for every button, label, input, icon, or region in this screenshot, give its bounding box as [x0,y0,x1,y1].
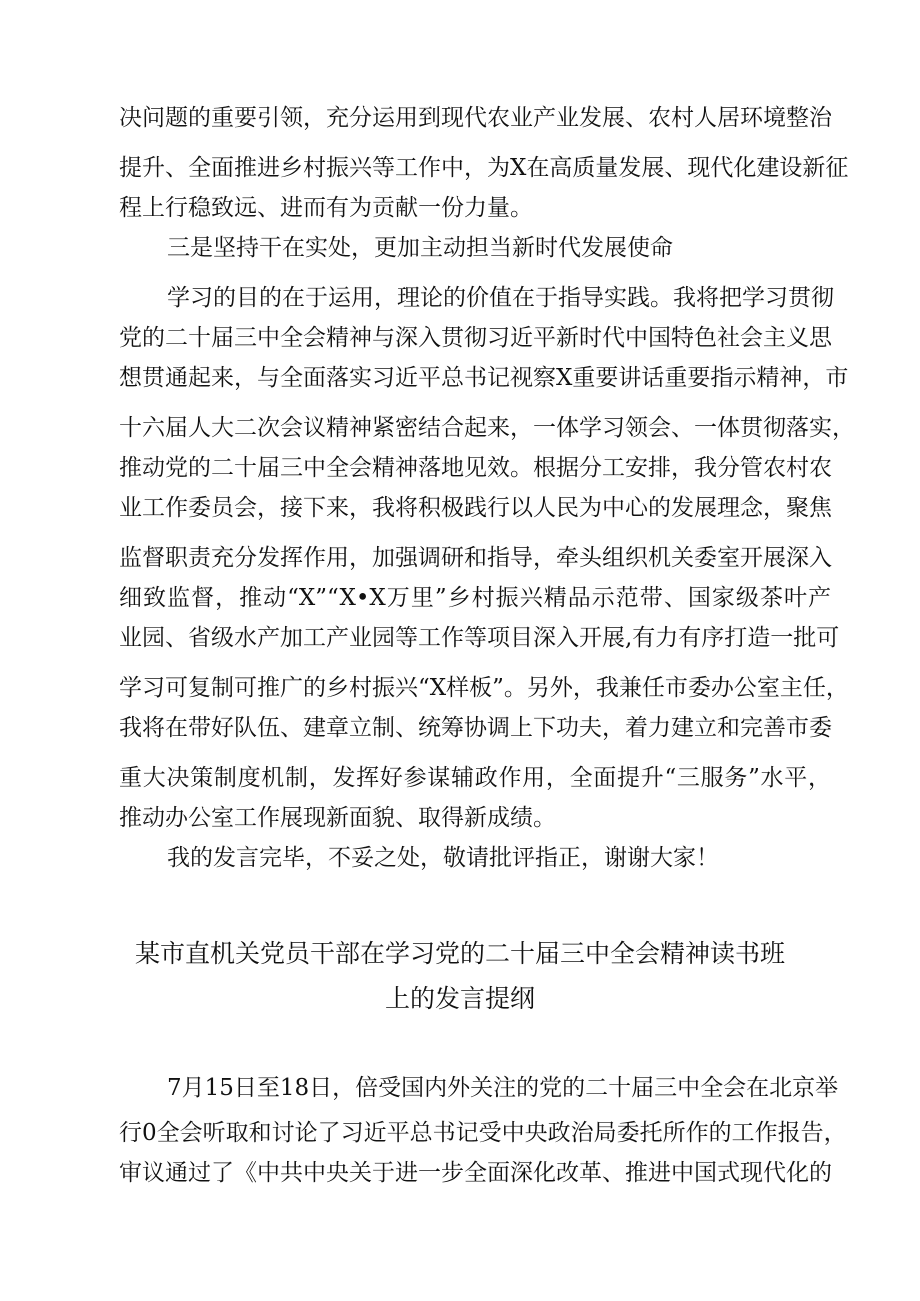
paragraph-line: 我将在带好队伍、建章立制、统筹协调上下功夫，着力建立和完善市委 [119,715,832,741]
paragraph-line: 监督职责充分发挥作用，加强调研和指导，牵头组织机关委室开展深入 [119,545,832,571]
paragraph-line: 程上行稳致远、进而有为贡献一份力量。 [119,195,533,221]
paragraph-line: 行0全会听取和讨论了习近平总书记受中央政治局委托所作的工作报告， [119,1120,847,1146]
paragraph-line: 业工作委员会，接下来，我将积极践行以人民为中心的发展理念，聚焦 [119,495,832,521]
paragraph-line: 决问题的重要引领，充分运用到现代农业产业发展、农村人居环境整治 [119,105,832,131]
paragraph-line: 审议通过了《中共中央关于进一步全面深化改革、推进中国式现代化的 [119,1160,832,1186]
closing-line: 我的发言完毕，不妥之处，敬请批评指正，谢谢大家！ [167,845,719,871]
paragraph-line: 推动办公室工作展现新面貌、取得新成绩。 [119,805,556,831]
paragraph-line: 学习的目的在于运用，理论的价值在于指导实践。我将把学习贯彻 [167,285,834,311]
paragraph-line: 提升、全面推进乡村振兴等工作中，为X在高质量发展、现代化建设新征 [119,155,849,181]
document-title-line-1: 某市直机关党员干部在学习党的二十届三中全会精神读书班 [134,939,785,968]
document-title-line-2: 上的发言提纲 [384,984,535,1013]
paragraph-line: 细致监督，推动“X”“X•X万里”乡村振兴精品示范带、国家级茶叶产 [119,585,831,611]
paragraph-line: 十六届人大二次会议精神紧密结合起来，一体学习领会、一体贯彻落实， [119,415,855,441]
paragraph-line: 想贯通起来，与全面落实习近平总书记视察X重要讲话重要指示精神，市 [119,365,849,391]
section-heading: 三是坚持干在实处，更加主动担当新时代发展使命 [167,235,673,261]
paragraph-line: 学习可复制可推广的乡村振兴“X样板”。另外，我兼任市委办公室主任， [119,675,849,701]
paragraph-line: 党的二十届三中全会精神与深入贯彻习近平新时代中国特色社会主义思 [119,325,832,351]
paragraph-line: 重大决策制度机制，发挥好参谋辅政作用，全面提升“三服务”水平， [119,765,831,791]
paragraph-line: 业园、省级水产加工产业园等工作等项目深入开展,有力有序打造一批可 [119,625,840,651]
paragraph-line: 推动党的二十届三中全会精神落地见效。根据分工安排，我分管农村农 [119,455,832,481]
paragraph-line: 7月15日至18日，倍受国内外关注的党的二十届三中全会在北京举 [167,1075,839,1101]
